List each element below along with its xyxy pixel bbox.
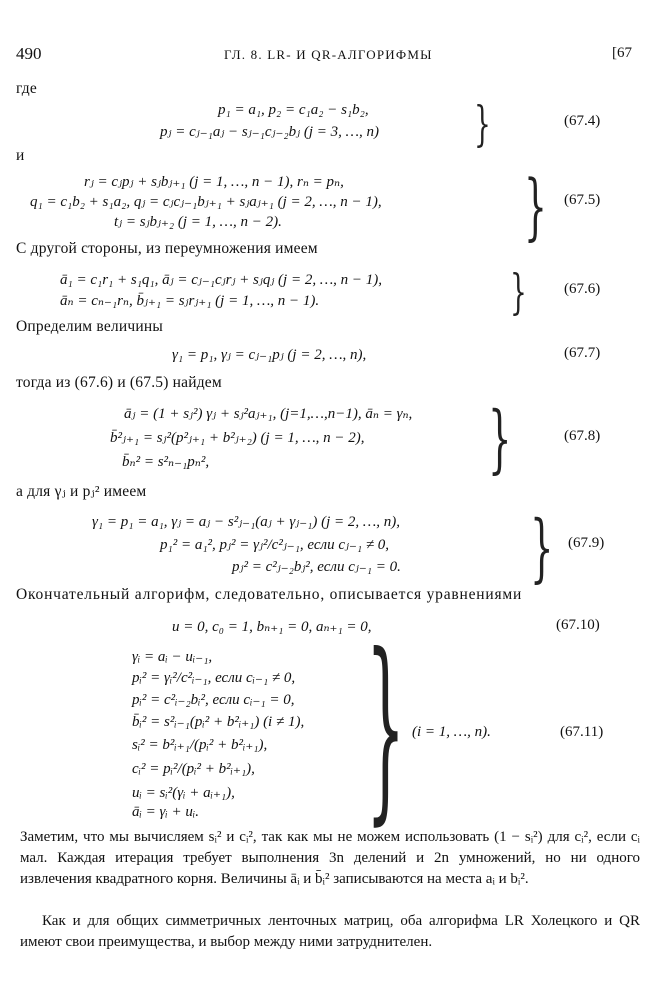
eq-67-11-line-6: cᵢ² = pᵢ²/(pᵢ² + b²ᵢ₊₁), — [132, 761, 255, 777]
eq-67-4-line-2: pⱼ = cⱼ₋₁aⱼ − sⱼ₋₁cⱼ₋₂bⱼ (j = 3, …, n) — [160, 124, 379, 140]
eq-number-67-10: (67.10) — [556, 617, 600, 633]
eq-67-11-line-1: γᵢ = aᵢ − uᵢ₋₁, — [132, 649, 213, 665]
text-okonchatelnyj: Окончательный алгорифм, следовательно, описывается уравнениями — [16, 586, 523, 603]
eq-number-67-4: (67.4) — [564, 113, 601, 129]
eq-67-9-line-2: p₁² = a₁², pⱼ² = γⱼ²/c²ⱼ₋₁, если cⱼ₋₁ ≠ 0, — [160, 537, 390, 553]
eq-67-5-line-3: tⱼ = sⱼbⱼ₊₂ (j = 1, …, n − 2). — [114, 214, 282, 230]
eq-67-8-line-2: b̄²ⱼ₊₁ = sⱼ²(p²ⱼ₊₁ + b²ⱼ₊₂) (j = 1, …, n − 2), — [110, 430, 365, 446]
eq-67-11-line-5: sᵢ² = b²ᵢ₊₁/(pᵢ² + b²ᵢ₊₁), — [132, 737, 268, 753]
eq-67-11-line-8: āᵢ = γᵢ + uᵢ. — [132, 804, 200, 820]
right-brace: } — [366, 611, 406, 843]
word-i: и — [16, 147, 25, 164]
eq-67-5-line-1: rⱼ = cⱼpⱼ + sⱼbⱼ₊₁ (j = 1, …, n − 1), rₙ = pₙ, — [84, 174, 344, 190]
eq-67-11-line-7: uᵢ = sᵢ²(γᵢ + aᵢ₊₁), — [132, 785, 235, 801]
eq-number-67-9: (67.9) — [568, 535, 605, 551]
right-brace: } — [474, 96, 491, 152]
word-gde: где — [16, 80, 37, 97]
text-s-drugoj: С другой стороны, из переумножения имеем — [16, 240, 318, 257]
eq-67-11-line-4: b̄ᵢ² = s²ᵢ₋₁(pᵢ² + b²ᵢ₊₁) (i ≠ 1), — [132, 714, 305, 730]
right-brace: } — [530, 505, 554, 591]
eq-number-67-5: (67.5) — [564, 192, 601, 208]
page-number: 490 — [16, 44, 42, 63]
right-brace: } — [510, 264, 527, 320]
eq-67-5-line-2: q₁ = c₁b₂ + s₁a₂, qⱼ = cⱼcⱼ₋₁bⱼ₊₁ + sⱼaⱼ₊₁ (j = 2, …, n − 1), — [30, 194, 382, 210]
eq-number-67-7: (67.7) — [564, 345, 601, 361]
eq-67-11-line-3: pᵢ² = c²ᵢ₋₂bᵢ², если cᵢ₋₁ = 0, — [132, 692, 295, 708]
paragraph-1: Заметим, что мы вычисляем sᵢ² и cᵢ², так как мы не можем использовать (1 − sᵢ²) для cᵢ², если cᵢ мал. Каждая итерация требует выполнения 3n делений и 2n умножений, но ни одного извлечения квадратного корня. Величины āᵢ и b̄ᵢ² записываются на места aᵢ и bᵢ². — [20, 829, 640, 887]
text-a-dlya: а для γⱼ и pⱼ² имеем — [16, 483, 147, 500]
eq-number-67-6: (67.6) — [564, 281, 601, 297]
eq-67-6-line-2: āₙ = cₙ₋₁rₙ, b̄ⱼ₊₁ = sⱼrⱼ₊₁ (j = 1, …, n − 1). — [60, 293, 320, 309]
eq-67-9-line-3: pⱼ² = c²ⱼ₋₂bⱼ², если cⱼ₋₁ = 0. — [232, 559, 401, 575]
eq-67-7-line-1: γ₁ = p₁, γⱼ = cⱼ₋₁pⱼ (j = 2, …, n), — [172, 347, 367, 363]
eq-67-8-line-3: b̄ₙ² = s²ₙ₋₁pₙ², — [122, 454, 210, 470]
section-number: [67 — [612, 45, 632, 61]
eq-67-11-line-2: pᵢ² = γᵢ²/c²ᵢ₋₁, если cᵢ₋₁ ≠ 0, — [132, 670, 296, 686]
eq-67-6-line-1: ā₁ = c₁r₁ + s₁q₁, āⱼ = cⱼ₋₁cⱼrⱼ + sⱼqⱼ (j = 2, …, n − 1), — [60, 272, 383, 288]
eq-67-10-line-1: u = 0, c₀ = 1, bₙ₊₁ = 0, aₙ₊₁ = 0, — [172, 619, 372, 635]
text-togda: тогда из (67.6) и (67.5) найдем — [16, 374, 222, 391]
eq-67-4-line-1: p₁ = a₁, p₂ = c₁a₂ − s₁b₂, — [218, 102, 369, 118]
eq-number-67-8: (67.8) — [564, 428, 601, 444]
eq-67-11-condition: (i = 1, …, n). — [412, 724, 491, 740]
eq-67-9-line-1: γ₁ = p₁ = a₁, γⱼ = aⱼ − s²ⱼ₋₁(aⱼ + γⱼ₋₁) (j = 2, …, n), — [92, 514, 401, 530]
eq-number-67-11: (67.11) — [560, 724, 604, 740]
eq-67-8-line-1: āⱼ = (1 + sⱼ²) γⱼ + sⱼ²aⱼ₊₁, (j=1,…,n−1), āₙ = γₙ, — [124, 406, 413, 422]
chapter-title: ГЛ. 8. LR- И QR-АЛГОРИФМЫ — [224, 47, 433, 62]
right-brace: } — [488, 396, 512, 482]
paragraph-2: Как и для общих симметричных ленточных матриц, оба алгорифма LR Холецкого и QR имеют свои преимущества, и выбор между ними затруднителен. — [20, 913, 640, 950]
text-opredelim: Определим величины — [16, 318, 163, 335]
right-brace: } — [524, 164, 547, 248]
